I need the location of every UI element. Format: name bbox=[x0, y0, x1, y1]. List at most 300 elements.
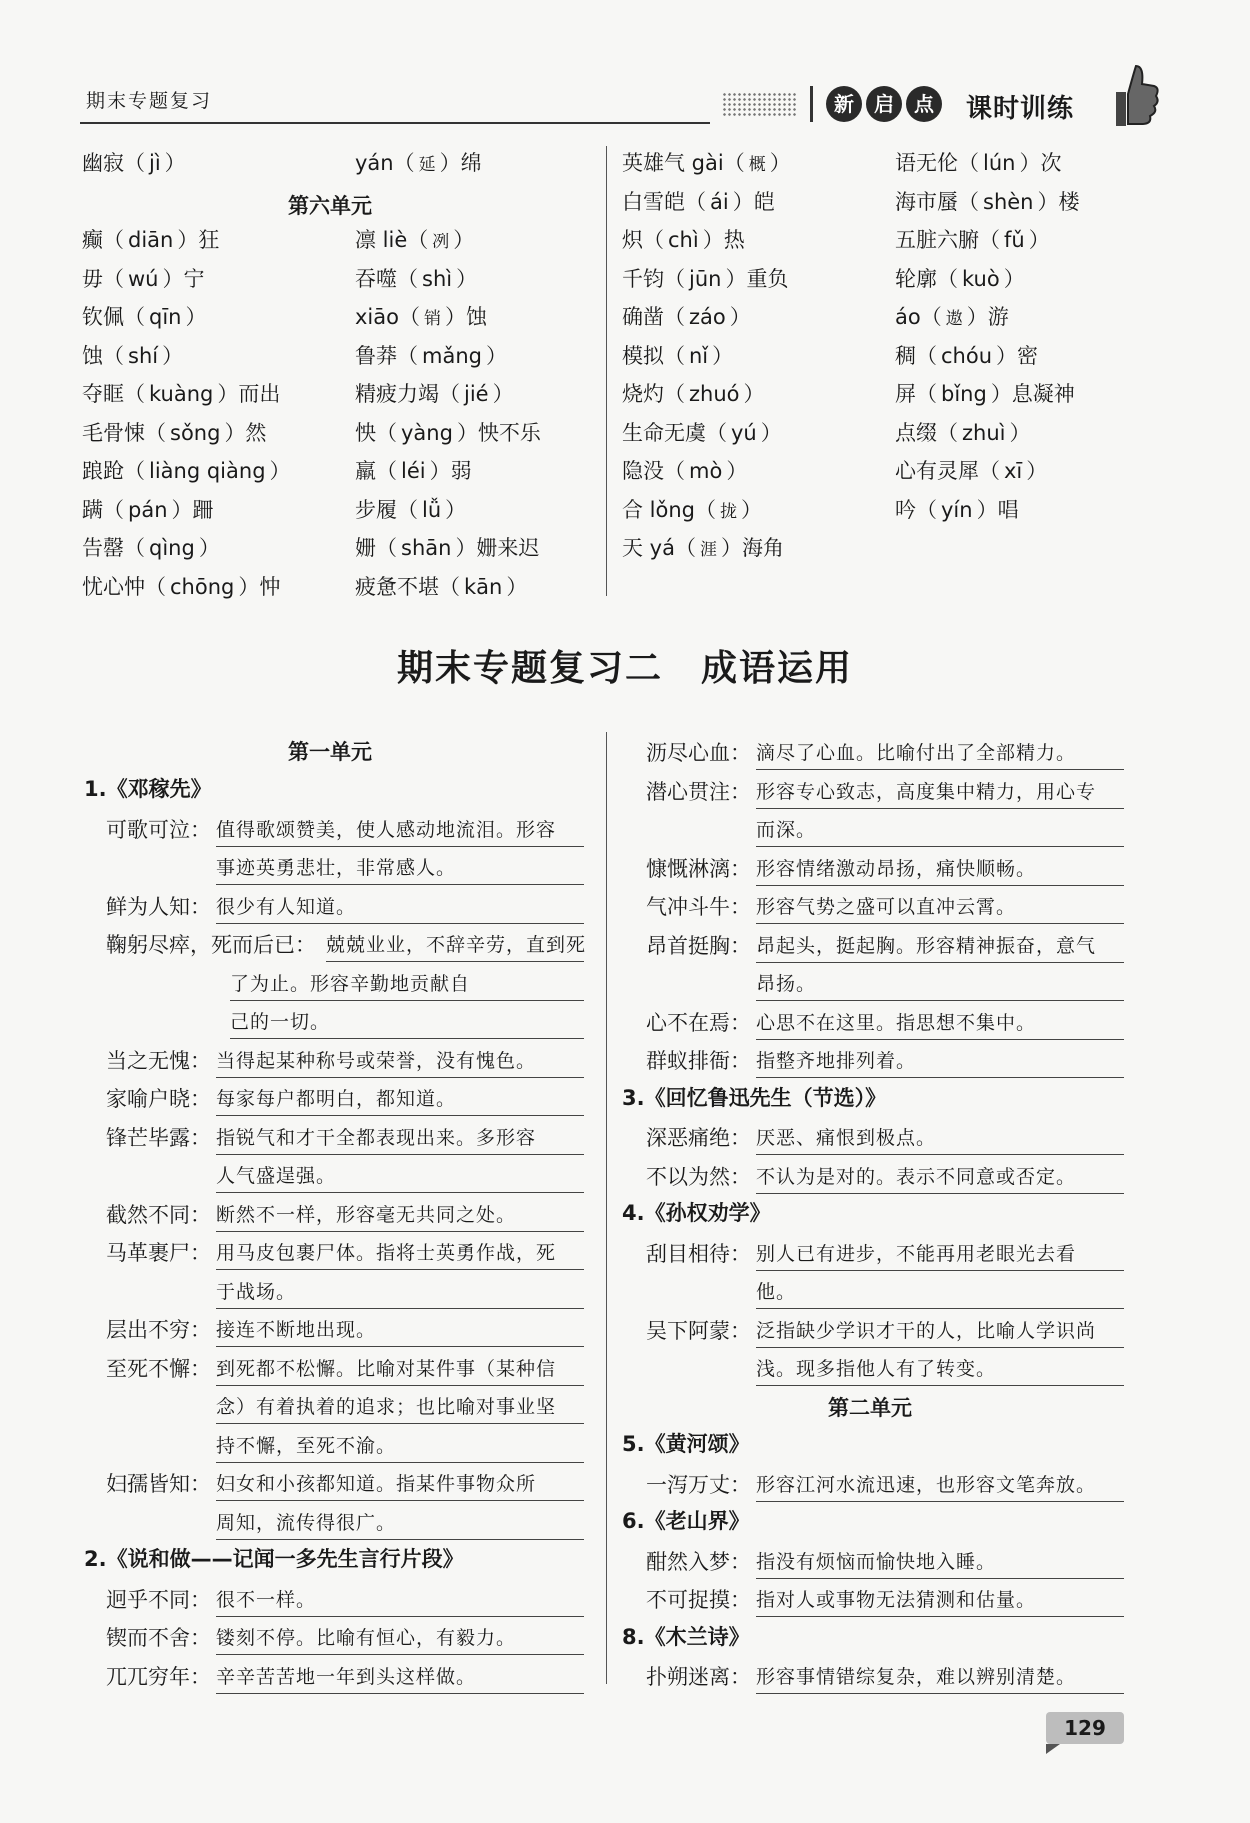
idiom-definition: 滴尽了心血。比喻付出了全部精力。 bbox=[756, 742, 1077, 764]
idiom-term: 潜心贯注： bbox=[646, 779, 751, 804]
pinyin-suffix: ） bbox=[185, 305, 207, 329]
idiom-definition: 兢兢业业，不辞辛劳，直到死 bbox=[326, 934, 587, 956]
idiom-definition: 指整齐地排列着。 bbox=[756, 1050, 917, 1072]
pinyin-suffix: ）密 bbox=[996, 343, 1039, 368]
answer-underline bbox=[756, 1693, 1124, 1694]
idiom-definition: 每家每户都明白，都知道。 bbox=[216, 1088, 457, 1110]
pinyin-item bbox=[355, 302, 487, 334]
idiom-definition: 己的一切。 bbox=[230, 1011, 331, 1033]
pinyin-prefix: 生命无虞（ bbox=[622, 420, 727, 445]
pinyin-prefix: 毛骨悚（ bbox=[82, 420, 166, 445]
pinyin-suffix: ） bbox=[506, 574, 528, 599]
idiom-definition: 指对人或事物无法猜测和估量。 bbox=[756, 1589, 1037, 1611]
answer-underline bbox=[756, 885, 1124, 886]
page-number-tab bbox=[1046, 1744, 1060, 1754]
idiom-definition: 周知，流传得很广。 bbox=[216, 1511, 397, 1534]
pinyin-item bbox=[622, 187, 775, 217]
answer-underline bbox=[216, 1154, 584, 1155]
pinyin-prefix: áo（ bbox=[895, 305, 942, 329]
lesson-heading: 2.《说和做——记闻一多先生言行片段》 bbox=[84, 1547, 464, 1571]
answer-underline bbox=[216, 1077, 584, 1078]
answer-underline bbox=[756, 1501, 1124, 1502]
pinyin-suffix: ）而出 bbox=[217, 382, 281, 406]
pinyin-item bbox=[355, 418, 541, 448]
pinyin-prefix: 幽寂（ bbox=[82, 151, 145, 175]
pinyin-suffix: ） bbox=[162, 343, 184, 368]
pinyin-prefix: 海市蜃（ bbox=[895, 189, 979, 214]
pinyin-answer: yàng bbox=[401, 420, 453, 445]
pinyin-item bbox=[622, 379, 765, 409]
pinyin-answer: 概 bbox=[748, 155, 766, 175]
pinyin-prefix: 稠（ bbox=[895, 343, 937, 368]
pinyin-item bbox=[355, 148, 482, 180]
idiom-definition: 不认为是对的。表示不同意或否定。 bbox=[756, 1165, 1077, 1188]
idiom-definition: 人气盛逞强。 bbox=[216, 1165, 337, 1187]
pinyin-suffix: ）宁 bbox=[162, 266, 205, 291]
pinyin-item bbox=[82, 148, 186, 178]
idiom-term: 昂首挺胸： bbox=[646, 933, 751, 958]
pinyin-item bbox=[82, 572, 280, 602]
pinyin-suffix: ） bbox=[485, 343, 507, 368]
idiom-definition: 持不懈，至死不渝。 bbox=[216, 1434, 397, 1457]
pinyin-prefix: 踉跄（ bbox=[82, 459, 145, 483]
pinyin-answer: ái bbox=[710, 189, 729, 214]
pinyin-answer: 销 bbox=[423, 309, 441, 329]
pinyin-prefix: 羸（ bbox=[355, 459, 397, 483]
pinyin-answer: qīn bbox=[149, 305, 182, 329]
idiom-term: 截然不同： bbox=[106, 1202, 211, 1227]
pinyin-item bbox=[622, 341, 733, 371]
pinyin-suffix: ）弱 bbox=[429, 459, 472, 483]
right-unit-title: 第二单元 bbox=[828, 1395, 912, 1420]
section-title: 期末专题复习二 成语运用 bbox=[396, 648, 853, 689]
lesson-heading: 5.《黄河颂》 bbox=[622, 1432, 750, 1456]
answer-underline bbox=[216, 1423, 584, 1424]
pinyin-suffix: ）皑 bbox=[732, 189, 775, 214]
idiom-definition: 值得歌颂赞美，使人感动地流泪。形容 bbox=[216, 818, 557, 841]
answer-underline bbox=[230, 1038, 584, 1039]
pinyin-answer: shì bbox=[422, 266, 453, 291]
idiom-term: 慷慨淋漓： bbox=[646, 856, 751, 881]
pinyin-answer: záo bbox=[689, 305, 726, 329]
idiom-definition: 形容情绪激动昂扬，痛快顺畅。 bbox=[756, 857, 1037, 880]
pinyin-suffix: ）楼 bbox=[1037, 189, 1080, 214]
lesson-heading: 8.《木兰诗》 bbox=[622, 1624, 750, 1649]
pinyin-item bbox=[82, 456, 291, 486]
pinyin-prefix: 凛 liè（ bbox=[355, 228, 429, 252]
pinyin-prefix: 疲惫不堪（ bbox=[355, 574, 460, 599]
answer-underline bbox=[216, 923, 584, 924]
idiom-definition: 镂刻不停。比喻有恒心，有毅力。 bbox=[216, 1627, 517, 1649]
idiom-term: 沥尽心血： bbox=[646, 741, 751, 765]
answer-underline bbox=[216, 1500, 584, 1501]
pinyin-answer: diān bbox=[128, 228, 174, 252]
answer-underline bbox=[756, 769, 1124, 770]
pinyin-prefix: 合 lǒng（ bbox=[622, 497, 716, 522]
pinyin-prefix: 烧灼（ bbox=[622, 382, 685, 406]
pinyin-suffix: ） bbox=[164, 151, 186, 175]
pinyin-suffix: ） bbox=[760, 420, 782, 445]
pinyin-item bbox=[622, 264, 788, 294]
pinyin-prefix: 癫（ bbox=[82, 228, 124, 252]
pinyin-answer: léi bbox=[401, 459, 426, 483]
pinyin-item bbox=[355, 225, 474, 257]
pinyin-prefix: 千钧（ bbox=[622, 266, 685, 291]
answer-underline bbox=[216, 1385, 584, 1386]
pinyin-prefix: 天 yá（ bbox=[622, 536, 696, 560]
idiom-definition: 形容专心致志，高度集中精力，用心专 bbox=[756, 780, 1097, 803]
pinyin-answer: kuàng bbox=[149, 382, 214, 406]
pinyin-item bbox=[622, 456, 747, 486]
pinyin-answer: yú bbox=[731, 420, 757, 445]
pinyin-suffix: ） bbox=[729, 305, 751, 329]
pinyin-answer: chì bbox=[668, 228, 699, 252]
answer-underline bbox=[756, 962, 1124, 963]
idiom-definition: 接连不断地出现。 bbox=[216, 1319, 377, 1341]
pinyin-answer: wú bbox=[128, 266, 159, 291]
pinyin-answer: bǐng bbox=[941, 382, 987, 406]
pinyin-answer: 遨 bbox=[945, 309, 963, 329]
pinyin-suffix: ）绵 bbox=[439, 151, 482, 175]
pinyin-prefix: 五脏六腑（ bbox=[895, 228, 1000, 252]
pinyin-answer: jié bbox=[464, 382, 489, 406]
idiom-definition: 到死都不松懈。比喻对某件事（某种信 bbox=[216, 1357, 557, 1380]
pinyin-prefix: 白雪皑（ bbox=[622, 189, 706, 214]
pinyin-suffix: ） bbox=[741, 497, 762, 522]
pinyin-suffix: ）海角 bbox=[720, 536, 784, 560]
idiom-term: 当之无愧： bbox=[106, 1048, 211, 1073]
pinyin-suffix: ） bbox=[712, 343, 734, 368]
idiom-definition: 用马皮包裹尸体。指将士英勇作战，死 bbox=[216, 1242, 557, 1264]
idiom-definition: 辛辛苦苦地一年到头这样做。 bbox=[216, 1665, 477, 1688]
idiom-term: 气冲斗牛： bbox=[646, 895, 751, 919]
pinyin-answer: shí bbox=[128, 343, 159, 368]
idiom-term: 锋芒毕露： bbox=[106, 1125, 211, 1150]
pinyin-answer: chóu bbox=[941, 343, 993, 368]
pinyin-answer: zhuó bbox=[689, 382, 740, 406]
idiom-term: 群蚁排衙： bbox=[646, 1049, 751, 1073]
pinyin-prefix: 姗（ bbox=[355, 536, 397, 560]
pinyin-prefix: 模拟（ bbox=[622, 343, 685, 368]
answer-underline bbox=[216, 1616, 584, 1617]
lesson-heading: 6.《老山界》 bbox=[622, 1509, 750, 1533]
pinyin-item bbox=[895, 418, 1030, 448]
idiom-definition: 形容事情错综复杂，难以辨别清楚。 bbox=[756, 1666, 1077, 1688]
pinyin-suffix: ） bbox=[269, 459, 291, 483]
lesson-heading: 4.《孙权劝学》 bbox=[622, 1201, 771, 1225]
pinyin-item bbox=[82, 495, 214, 525]
pinyin-prefix: 轮廓（ bbox=[895, 266, 958, 291]
idiom-definition: 指锐气和才干全都表现出来。多形容 bbox=[216, 1126, 537, 1149]
pinyin-item bbox=[895, 187, 1079, 217]
idiom-term: 至死不懈： bbox=[106, 1356, 211, 1381]
pinyin-prefix: 步履（ bbox=[355, 497, 418, 522]
idiom-definition: 昂起头，挺起胸。形容精神振奋，意气 bbox=[756, 934, 1097, 957]
idiom-definition: 断然不一样，形容毫无共同之处。 bbox=[216, 1203, 517, 1226]
pinyin-item bbox=[895, 379, 1075, 409]
pinyin-item bbox=[82, 341, 183, 371]
pinyin-answer: jì bbox=[149, 151, 161, 175]
idiom-definition: 妇女和小孩都知道。指某件事物众所 bbox=[216, 1473, 537, 1495]
idiom-term: 层出不穷： bbox=[106, 1318, 211, 1342]
idiom-term: 刮目相待： bbox=[646, 1241, 751, 1266]
idiom-definition: 别人已有进步，不能再用老眼光去看 bbox=[756, 1242, 1077, 1265]
pinyin-item bbox=[895, 456, 1047, 486]
pinyin-answer: mò bbox=[689, 459, 723, 483]
answer-underline bbox=[756, 1616, 1124, 1617]
left-unit-title: 第一单元 bbox=[288, 740, 372, 764]
idiom-definition: 昂扬。 bbox=[756, 973, 817, 995]
idiom-term: 可歌可泣： bbox=[106, 817, 211, 842]
idiom-term: 一泻万丈： bbox=[646, 1472, 751, 1497]
pinyin-suffix: ）热 bbox=[702, 228, 745, 252]
idiom-term: 兀兀穷年： bbox=[106, 1664, 211, 1689]
pinyin-answer: nǐ bbox=[689, 343, 709, 368]
pinyin-suffix: ）怏不乐 bbox=[456, 420, 541, 445]
pinyin-suffix: ）重负 bbox=[725, 266, 789, 291]
pinyin-answer: liàng qiàng bbox=[149, 459, 266, 483]
pinyin-item bbox=[895, 148, 1061, 178]
pinyin-suffix: ）次 bbox=[1019, 151, 1062, 175]
pinyin-answer: pán bbox=[128, 497, 168, 522]
header-divider bbox=[810, 86, 813, 122]
pinyin-prefix: 心有灵犀（ bbox=[895, 459, 1000, 483]
pinyin-item bbox=[622, 495, 762, 527]
idiom-definition: 很少有人知道。 bbox=[216, 895, 357, 918]
pinyin-prefix: 告罄（ bbox=[82, 536, 145, 560]
pinyin-answer: jūn bbox=[689, 266, 722, 291]
thumbs-up-icon bbox=[1102, 62, 1160, 130]
header-section-title: 期末专题复习 bbox=[86, 90, 213, 112]
pinyin-prefix: 忧心忡（ bbox=[82, 574, 166, 599]
idiom-definition: 而深。 bbox=[756, 819, 817, 841]
pinyin-answer: 延 bbox=[418, 155, 436, 175]
pinyin-suffix: ） bbox=[726, 459, 748, 483]
pinyin-suffix: ）然 bbox=[224, 420, 267, 445]
idiom-term: 吴下阿蒙： bbox=[646, 1318, 751, 1343]
pinyin-prefix: 英雄气 gài（ bbox=[622, 151, 745, 175]
pinyin-item bbox=[895, 302, 1009, 334]
answer-underline bbox=[230, 1000, 584, 1001]
pinyin-suffix: ）蚀 bbox=[444, 305, 487, 329]
pinyin-answer: zhuì bbox=[962, 420, 1006, 445]
pinyin-item bbox=[82, 418, 266, 448]
answer-underline bbox=[756, 1578, 1124, 1579]
idiom-term: 不可捉摸： bbox=[646, 1588, 751, 1612]
pinyin-item bbox=[895, 341, 1038, 371]
pinyin-answer: lǚ bbox=[422, 497, 442, 522]
answer-underline bbox=[756, 1039, 1124, 1040]
pinyin-prefix: 蚀（ bbox=[82, 343, 124, 368]
column-divider-bottom bbox=[606, 732, 607, 1684]
pinyin-prefix: 隐没（ bbox=[622, 459, 685, 483]
pinyin-suffix: ）游 bbox=[966, 305, 1009, 329]
pinyin-suffix: ）忡 bbox=[238, 574, 281, 599]
pinyin-prefix: 夺眶（ bbox=[82, 382, 145, 406]
answer-underline bbox=[216, 1462, 584, 1463]
pinyin-suffix: ）狂 bbox=[177, 228, 220, 252]
pinyin-prefix: 吞噬（ bbox=[355, 266, 418, 291]
answer-underline bbox=[216, 1269, 584, 1270]
lesson-heading: 3.《回忆鲁迅先生（节选）》 bbox=[622, 1085, 887, 1110]
pinyin-answer: 冽 bbox=[432, 232, 450, 252]
pinyin-suffix: ） bbox=[743, 382, 765, 406]
pinyin-item bbox=[622, 418, 782, 448]
idiom-definition: 他。 bbox=[756, 1281, 797, 1303]
pinyin-suffix: ） bbox=[492, 382, 514, 406]
pinyin-answer: xī bbox=[1004, 459, 1023, 483]
pinyin-answer: qìng bbox=[149, 536, 195, 560]
answer-underline bbox=[216, 846, 584, 847]
answer-underline bbox=[216, 1693, 584, 1694]
column-divider-top bbox=[606, 146, 607, 596]
idiom-term: 家喻户晓： bbox=[106, 1087, 211, 1111]
idiom-term: 深恶痛绝： bbox=[646, 1126, 751, 1150]
idiom-term: 马革裹尸： bbox=[106, 1241, 211, 1265]
pinyin-answer: kān bbox=[464, 574, 503, 599]
pinyin-answer: mǎng bbox=[422, 343, 482, 368]
answer-underline bbox=[756, 1000, 1124, 1001]
pinyin-answer: lún bbox=[983, 151, 1016, 175]
pinyin-item bbox=[82, 533, 220, 563]
answer-underline bbox=[216, 1115, 584, 1116]
idiom-definition: 形容江河水流迅速，也形容文笔奔放。 bbox=[756, 1473, 1097, 1496]
pinyin-suffix: ） bbox=[769, 151, 791, 175]
pinyin-item bbox=[622, 225, 745, 255]
idiom-definition: 当得起某种称号或荣誉，没有愧色。 bbox=[216, 1049, 537, 1072]
pinyin-prefix: xiāo（ bbox=[355, 305, 420, 329]
pinyin-prefix: yán（ bbox=[355, 151, 415, 175]
pinyin-item bbox=[82, 225, 219, 255]
idiom-definition: 泛指缺少学识才干的人，比喻人学识尚 bbox=[756, 1319, 1097, 1342]
page-number: 129 bbox=[1046, 1712, 1124, 1744]
idiom-term: 妇孺皆知： bbox=[106, 1472, 211, 1496]
pinyin-item bbox=[355, 379, 514, 409]
answer-underline bbox=[216, 1539, 584, 1540]
pinyin-prefix: 怏（ bbox=[355, 420, 397, 445]
idiom-term: 扑朔迷离： bbox=[646, 1665, 751, 1689]
pinyin-answer: fǔ bbox=[1004, 228, 1025, 252]
pinyin-item bbox=[82, 302, 206, 332]
pinyin-suffix: ） bbox=[1003, 266, 1025, 291]
pinyin-suffix: ）息凝神 bbox=[990, 382, 1075, 406]
answer-underline bbox=[756, 808, 1124, 809]
idiom-term: 锲而不舍： bbox=[106, 1626, 211, 1650]
answer-underline bbox=[756, 1077, 1124, 1078]
idiom-definition: 念）有着执着的追求；也比喻对事业坚 bbox=[216, 1396, 557, 1418]
answer-underline bbox=[216, 884, 584, 885]
brand-badge-3: 点 bbox=[906, 86, 942, 122]
pinyin-answer: shān bbox=[401, 536, 452, 560]
unit-six-title: 第六单元 bbox=[288, 194, 372, 218]
pinyin-item bbox=[355, 533, 539, 563]
pinyin-item bbox=[895, 264, 1025, 294]
pinyin-suffix: ）跚 bbox=[171, 497, 214, 522]
pinyin-suffix: ） bbox=[453, 228, 475, 252]
pinyin-answer: 涯 bbox=[699, 540, 717, 560]
idiom-definition: 厌恶、痛恨到极点。 bbox=[756, 1127, 937, 1149]
pinyin-suffix: ）唱 bbox=[976, 497, 1019, 522]
idiom-definition: 事迹英勇悲壮，非常感人。 bbox=[216, 857, 457, 879]
pinyin-prefix: 点缀（ bbox=[895, 420, 958, 445]
brand-badge-2: 启 bbox=[866, 86, 902, 122]
pinyin-suffix: ） bbox=[1009, 420, 1031, 445]
pinyin-item bbox=[622, 302, 751, 332]
pinyin-item bbox=[895, 495, 1019, 525]
pinyin-item bbox=[82, 264, 205, 294]
answer-underline bbox=[756, 1385, 1124, 1386]
pinyin-item bbox=[355, 341, 507, 371]
lesson-heading: 1.《邓稼先》 bbox=[84, 777, 212, 801]
brand-badge-1: 新 bbox=[826, 86, 862, 122]
pinyin-item bbox=[622, 533, 784, 565]
pinyin-answer: yín bbox=[941, 497, 973, 522]
answer-underline bbox=[756, 1270, 1124, 1271]
pinyin-prefix: 确凿（ bbox=[622, 305, 685, 329]
header-rule bbox=[80, 122, 710, 124]
pinyin-item bbox=[895, 225, 1050, 255]
idiom-definition: 了为止。形容辛勤地贡献自 bbox=[230, 972, 471, 995]
pinyin-item bbox=[82, 379, 280, 409]
answer-underline bbox=[216, 1308, 584, 1309]
pinyin-suffix: ）姗来迟 bbox=[455, 536, 540, 560]
pinyin-suffix: ） bbox=[1028, 228, 1050, 252]
idiom-term: 心不在焉： bbox=[646, 1010, 751, 1035]
idiom-term: 鲜为人知： bbox=[106, 894, 211, 919]
pinyin-prefix: 炽（ bbox=[622, 228, 664, 252]
idiom-definition: 于战场。 bbox=[216, 1280, 297, 1303]
pinyin-suffix: ） bbox=[198, 536, 220, 560]
pinyin-suffix: ） bbox=[445, 497, 467, 522]
pinyin-answer: 拢 bbox=[720, 501, 737, 522]
answer-underline bbox=[756, 1154, 1124, 1155]
header-dot-pattern bbox=[722, 92, 798, 118]
answer-underline bbox=[216, 1192, 584, 1193]
idiom-term: 不以为然： bbox=[646, 1164, 751, 1189]
pinyin-prefix: 屏（ bbox=[895, 382, 937, 406]
pinyin-item bbox=[355, 495, 466, 525]
pinyin-prefix: 蹒（ bbox=[82, 497, 124, 522]
answer-underline bbox=[756, 1308, 1124, 1309]
header-brand: 课时训练 bbox=[966, 94, 1075, 124]
pinyin-answer: shèn bbox=[983, 189, 1034, 214]
idiom-definition: 心思不在这里。指思想不集中。 bbox=[756, 1011, 1037, 1034]
pinyin-prefix: 语无伦（ bbox=[895, 151, 979, 175]
answer-underline bbox=[216, 1346, 584, 1347]
pinyin-prefix: 钦佩（ bbox=[82, 305, 145, 329]
answer-underline bbox=[756, 923, 1124, 924]
pinyin-answer: sǒng bbox=[170, 420, 221, 445]
answer-underline bbox=[756, 1193, 1124, 1194]
answer-underline bbox=[216, 1654, 584, 1655]
idiom-term: 酣然入梦： bbox=[646, 1549, 751, 1574]
pinyin-item bbox=[355, 456, 472, 486]
answer-underline bbox=[326, 961, 584, 962]
idiom-term: 鞠躬尽瘁，死而后已： bbox=[106, 933, 316, 957]
pinyin-prefix: 毋（ bbox=[82, 266, 124, 291]
pinyin-item bbox=[355, 572, 527, 602]
idiom-definition: 形容气势之盛可以直冲云霄。 bbox=[756, 896, 1017, 918]
answer-underline bbox=[756, 846, 1124, 847]
idiom-definition: 很不一样。 bbox=[216, 1588, 317, 1611]
pinyin-prefix: 吟（ bbox=[895, 497, 937, 522]
pinyin-item bbox=[355, 264, 477, 294]
idiom-definition: 浅。现多指他人有了转变。 bbox=[756, 1358, 997, 1380]
pinyin-prefix: 鲁莽（ bbox=[355, 343, 418, 368]
pinyin-suffix: ） bbox=[1026, 459, 1048, 483]
pinyin-item bbox=[622, 148, 791, 180]
pinyin-prefix: 精疲力竭（ bbox=[355, 382, 460, 406]
